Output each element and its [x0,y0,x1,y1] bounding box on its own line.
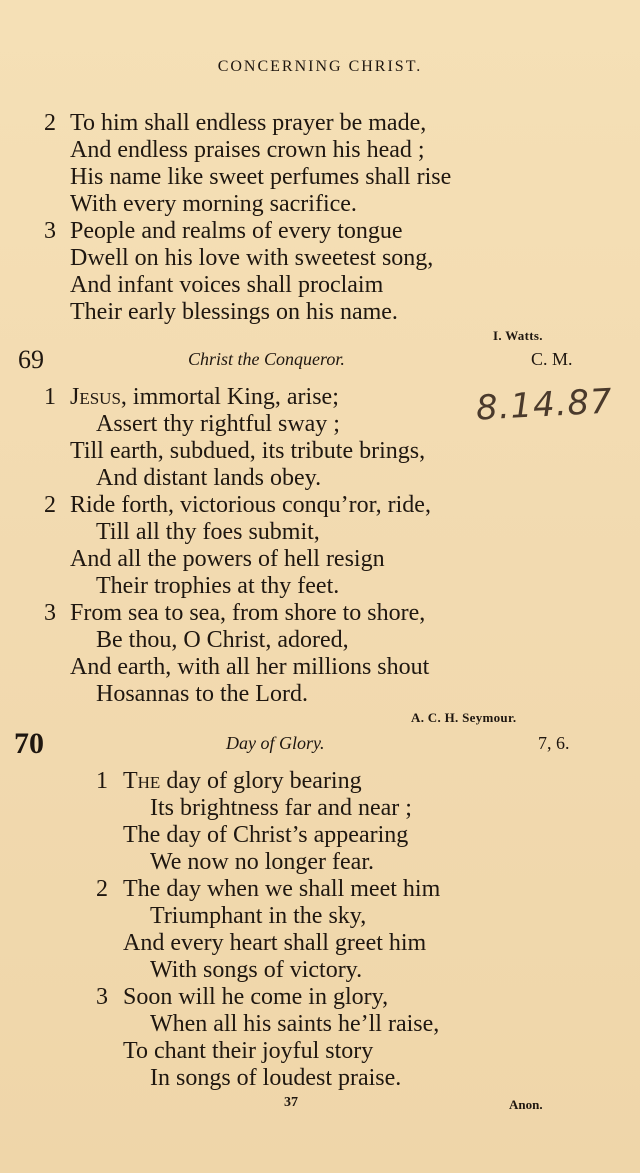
verse-line: And distant lands obey. [96,465,322,491]
verse-line [70,384,339,411]
verse-line: Their early blessings on his name. [70,299,398,325]
verse-number: 2 [44,110,56,136]
verse-line: The day of Christ’s appearing [123,822,409,848]
verse-line: In songs of loudest praise. [150,1065,402,1091]
verse-number: 3 [44,218,56,244]
hymn-author: I. Watts. [493,328,543,343]
verse-line: Assert thy rightful sway ; [96,411,340,437]
hymn-meter: C. M. [531,349,573,369]
verse-number: 1 [44,384,56,410]
line-rest: day of glory bearing [160,768,362,794]
verse-line [123,768,362,795]
hymn-title: Day of Glory. [226,733,325,753]
verse-line: Hosannas to the Lord. [96,681,308,707]
verse-line: Dwell on his love with sweetest song, [70,245,434,271]
verse-line: And all the powers of hell resign [70,546,385,572]
hymn-author: Anon. [509,1097,543,1112]
page-number: 37 [284,1095,298,1110]
verse-number: 3 [44,600,56,626]
verse-line: Till all thy foes submit, [96,519,320,545]
verse-line: With every morning sacrifice. [70,191,357,217]
line-rest: , immortal King, arise; [120,384,339,410]
verse-line: When all his saints he’ll raise, [150,1011,440,1037]
verse-line: Ride forth, victorious conqu’ror, ride, [70,492,431,518]
verse-line: And every heart shall greet him [123,930,427,956]
hymn-meter: 7, 6. [538,733,570,753]
verse-line: His name like sweet perfumes shall rise [70,164,452,190]
verse-line: The day when we shall meet him [123,876,441,902]
verse-line: And infant voices shall proclaim [70,272,384,298]
verse-number: 3 [96,984,108,1010]
first-word: Jesus [70,384,121,410]
verse-line: Be thou, O Christ, adored, [96,627,349,653]
verse-number: 2 [96,876,108,902]
verse-line: People and realms of every tongue [70,218,403,244]
hymn-author: A. C. H. Seymour. [411,710,517,725]
verse-line: Their trophies at thy feet. [96,573,340,599]
first-word: The [123,768,161,794]
verse-number: 1 [96,768,108,794]
verse-line: From sea to sea, from shore to shore, [70,600,426,626]
handwritten-note: 8.14.87 [475,381,614,429]
hymn-title: Christ the Conqueror. [188,349,345,369]
verse-line: Triumphant in the sky, [150,903,367,929]
verse-line: Soon will he come in glory, [123,984,389,1010]
verse-line: And endless praises crown his head ; [70,137,425,163]
verse-line: And earth, with all her millions shout [70,654,430,680]
running-head: CONCERNING CHRIST. [217,58,423,75]
verse-line: Till earth, subdued, its tribute brings, [70,438,426,464]
verse-line: With songs of victory. [150,957,363,983]
hymn-number: 70 [14,727,44,760]
hymn-number: 69 [18,345,44,374]
verse-number: 2 [44,492,56,518]
verse-line: To chant their joyful story [123,1038,374,1064]
verse-line: To him shall endless prayer be made, [70,110,427,136]
verse-line: We now no longer fear. [150,849,374,875]
verse-line: Its brightness far and near ; [150,795,412,821]
